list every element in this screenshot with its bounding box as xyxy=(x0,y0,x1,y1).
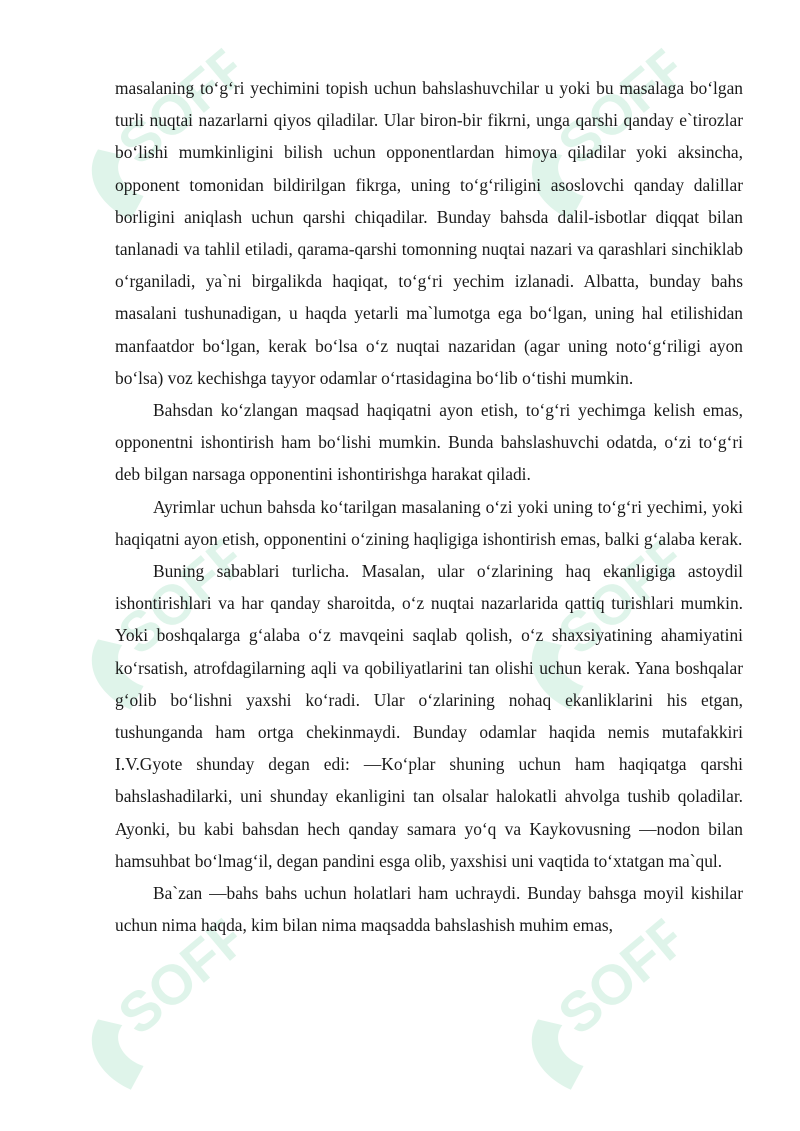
svg-text:SOFF: SOFF xyxy=(546,522,702,667)
svg-text:SOFF: SOFF xyxy=(546,902,702,1047)
paragraph: Ba`zan ―bahs bahs uchun holatlari ham uchraydi. Bunday bahsga moyil kishilar uchun nima haqda, kim bilan nima maqsadda bahslashish muhim emas, xyxy=(115,883,743,936)
paragraph: masalaning to‘g‘ri yechimini topish uchun bahslashuvchilar u yoki bu masalaga bo‘lgan turli nuqtai nazarlarni qiyos qiladilar. Ular biron-bir fikrni, unga qarshi qanday e`tirozlar bo‘lishi mumkinligini bilish uchun opponentlardan himoya qiladilar yoki aksincha, opponent tomonidan bildirilgan fikrga, uning to‘g‘riligini asoslovchi qanday dalillar borligini aniqlash uchun qarshi chiqadilar. Bunday bahsda dalil-isbotlar diqqat bilan tanlanadi va tahlil etiladi, qarama-qarshi tomonning nuqtai nazari va qarashlari sinchiklab o‘rganiladi, ya`ni birgalikda haqiqat, to‘g‘ri yechim izlanadi. Albatta, bunday bahs masalani tushunadigan, u haqda yetarli ma`lumotga ega bo‘lgan, uning hal etilishidan manfaatdor bo‘lgan, kerak bo‘lsa o‘z nuqtai nazaridan (agar uning noto‘g‘riligi ayon bo‘lsa) voz kechishga tayyor odamlar o‘rtasidagina bo‘lib o‘tishi mumkin. xyxy=(115,78,743,388)
paragraph: Bahsdan ko‘zlangan maqsad haqiqatni ayon etish, to‘g‘ri yechimga kelish emas, opponentni ishontirish ham bo‘lishi mumkin. Bunda bahslashuvchi odatda, o‘zi to‘g‘ri deb bilgan narsaga opponentini ishontirishga harakat qiladi. xyxy=(115,400,743,485)
svg-text:SOFF: SOFF xyxy=(106,32,262,177)
svg-text:SOFF: SOFF xyxy=(106,902,262,1047)
document-body xyxy=(115,72,743,941)
svg-text:SOFF: SOFF xyxy=(546,32,702,177)
paragraph: Buning sabablari turlicha. Masalan, ular o‘zlarining haq ekanligiga astoydil ishontirishlari va har qanday sharoitda, o‘z nuqtai nazarlarida qattiq turishlari mumkin. Yoki boshqalarga g‘alaba o‘z mavqeini saqlab qolish, o‘z shaxsiyatining ahamiyatini ko‘rsatish, atrofdagilarning aqli va qobiliyatlarini tan olishi uchun kerak. Yana boshqalar g‘olib bo‘lishni yaxshi ko‘radi. Ular o‘zlarining nohaq ekanliklarini his etgan, tushunganda ham ortga chekinmaydi. Bunday odamlar haqida nemis mutafakkiri I.V.Gyote shunday degan edi: ―Ko‘plar shuning uchun ham haqiqatga qarshi bahslashadilarki, uni shunday ekanligini tan olsalar halokatli ahvolga tushib qoladilar. Ayonki, bu kabi bahsdan hech qanday samara yo‘q va Kaykovusning ―nodon bilan hamsuhbat bo‘lmag‘il, degan pandini esga olib, yaxshisi uni vaqtida to‘xtatgan ma`qul. xyxy=(115,561,743,871)
svg-text:SOFF: SOFF xyxy=(106,522,262,667)
paragraph: Ayrimlar uchun bahsda ko‘tarilgan masalaning o‘zi yoki uning to‘g‘ri yechimi, yoki haqiqatni ayon etish, opponentini o‘zining haqligiga ishontirish emas, balki g‘alaba kerak. xyxy=(115,496,743,549)
